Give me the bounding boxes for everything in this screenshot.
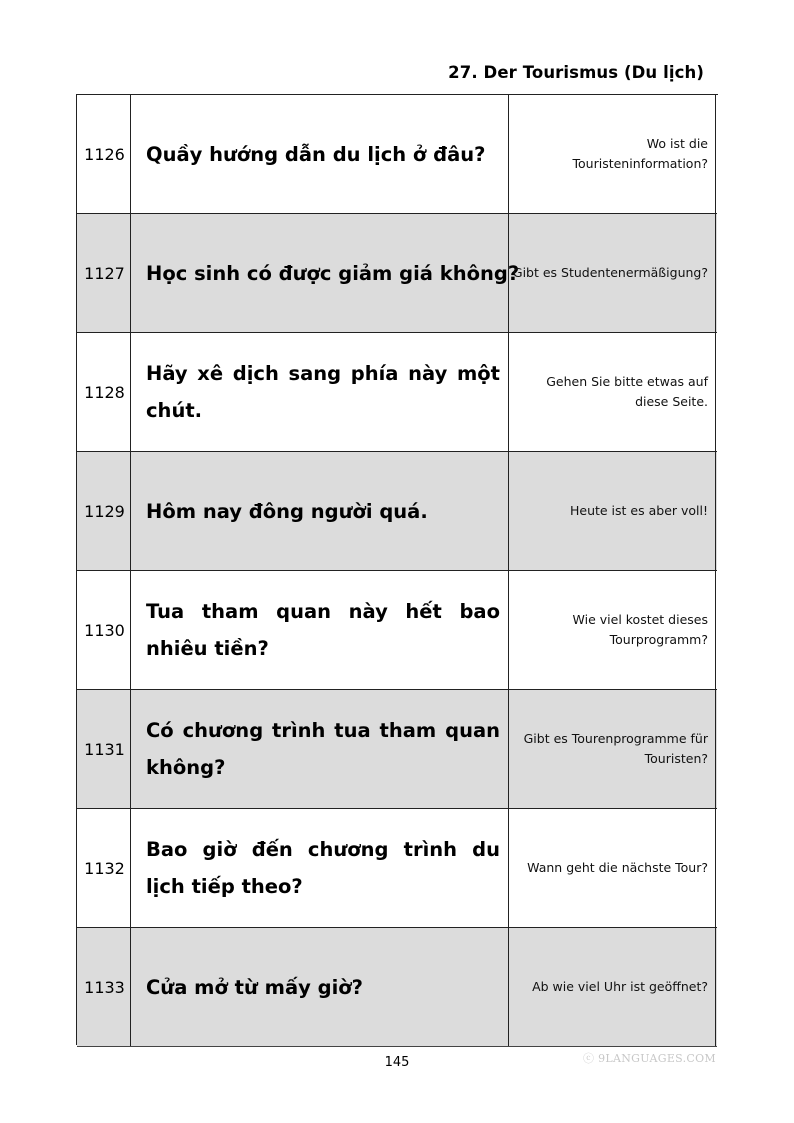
german-translation-text: Ab wie viel Uhr ist geöffnet? (532, 979, 708, 994)
table-row (77, 928, 717, 1047)
german-translation-text: Gibt es Studentenermäßigung? (512, 265, 708, 280)
vietnamese-phrase-text: Cửa mở từ mấy giờ? (146, 975, 363, 999)
vietnamese-phrase-text: Hôm nay đông người quá. (146, 499, 428, 523)
german-translation (509, 809, 716, 927)
phrase-number: 1127 (77, 214, 131, 332)
vietnamese-phrase-text: Quầy hướng dẫn du lịch ở đâu? (146, 142, 486, 166)
german-translation (509, 333, 716, 451)
phrase-table (76, 94, 718, 1045)
copyright-watermark: ⓒ 9LANGUAGES.COM (583, 1052, 716, 1065)
german-translation-text: Gibt es Tourenprogramme für Touristen? (523, 731, 708, 766)
german-translation (509, 214, 716, 332)
table-row (77, 95, 717, 214)
phrase-number: 1129 (77, 452, 131, 570)
german-translation (509, 452, 716, 570)
phrase-number: 1131 (77, 690, 131, 808)
table-row (77, 214, 717, 333)
vietnamese-phrase (131, 571, 509, 689)
german-translation-text: Wann geht die nächste Tour? (527, 860, 708, 875)
vietnamese-phrase-text: Bao giờ đến chương trình du lịch tiếp theo? (146, 838, 500, 898)
german-translation (509, 928, 716, 1046)
phrase-number: 1132 (77, 809, 131, 927)
vietnamese-phrase (131, 95, 509, 213)
table-row (77, 690, 717, 809)
german-translation-text: Wie viel kostet dieses Tourprogramm? (572, 612, 708, 647)
table-row (77, 809, 717, 928)
german-translation-text: Gehen Sie bitte etwas auf diese Seite. (546, 374, 708, 409)
table-row (77, 571, 717, 690)
phrase-number: 1126 (77, 95, 131, 213)
vietnamese-phrase-text: Tua tham quan này hết bao nhiêu tiền? (146, 600, 500, 660)
german-translation (509, 690, 716, 808)
page-title: 27. Der Tourismus (Du lịch) (448, 63, 704, 82)
table-row (77, 333, 717, 452)
phrase-number: 1130 (77, 571, 131, 689)
phrase-number: 1133 (77, 928, 131, 1046)
german-translation-text: Wo ist die Touristeninformation? (572, 136, 708, 171)
vietnamese-phrase (131, 214, 520, 332)
page-number: 145 (384, 1055, 410, 1070)
vietnamese-phrase (131, 809, 509, 927)
german-translation (509, 95, 716, 213)
german-translation-text: Heute ist es aber voll! (569, 503, 708, 518)
vietnamese-phrase (131, 452, 509, 570)
vietnamese-phrase-text: Hãy xê dịch sang phía này một chút. (146, 362, 500, 422)
vietnamese-phrase-text: Học sinh có được giảm giá không? (146, 261, 520, 285)
vietnamese-phrase (131, 333, 509, 451)
vietnamese-phrase (131, 928, 509, 1046)
german-translation (509, 571, 716, 689)
vietnamese-phrase (131, 690, 509, 808)
vietnamese-phrase-text: Có chương trình tua tham quan không? (146, 719, 500, 779)
table-row (77, 452, 717, 571)
phrase-number: 1128 (77, 333, 131, 451)
